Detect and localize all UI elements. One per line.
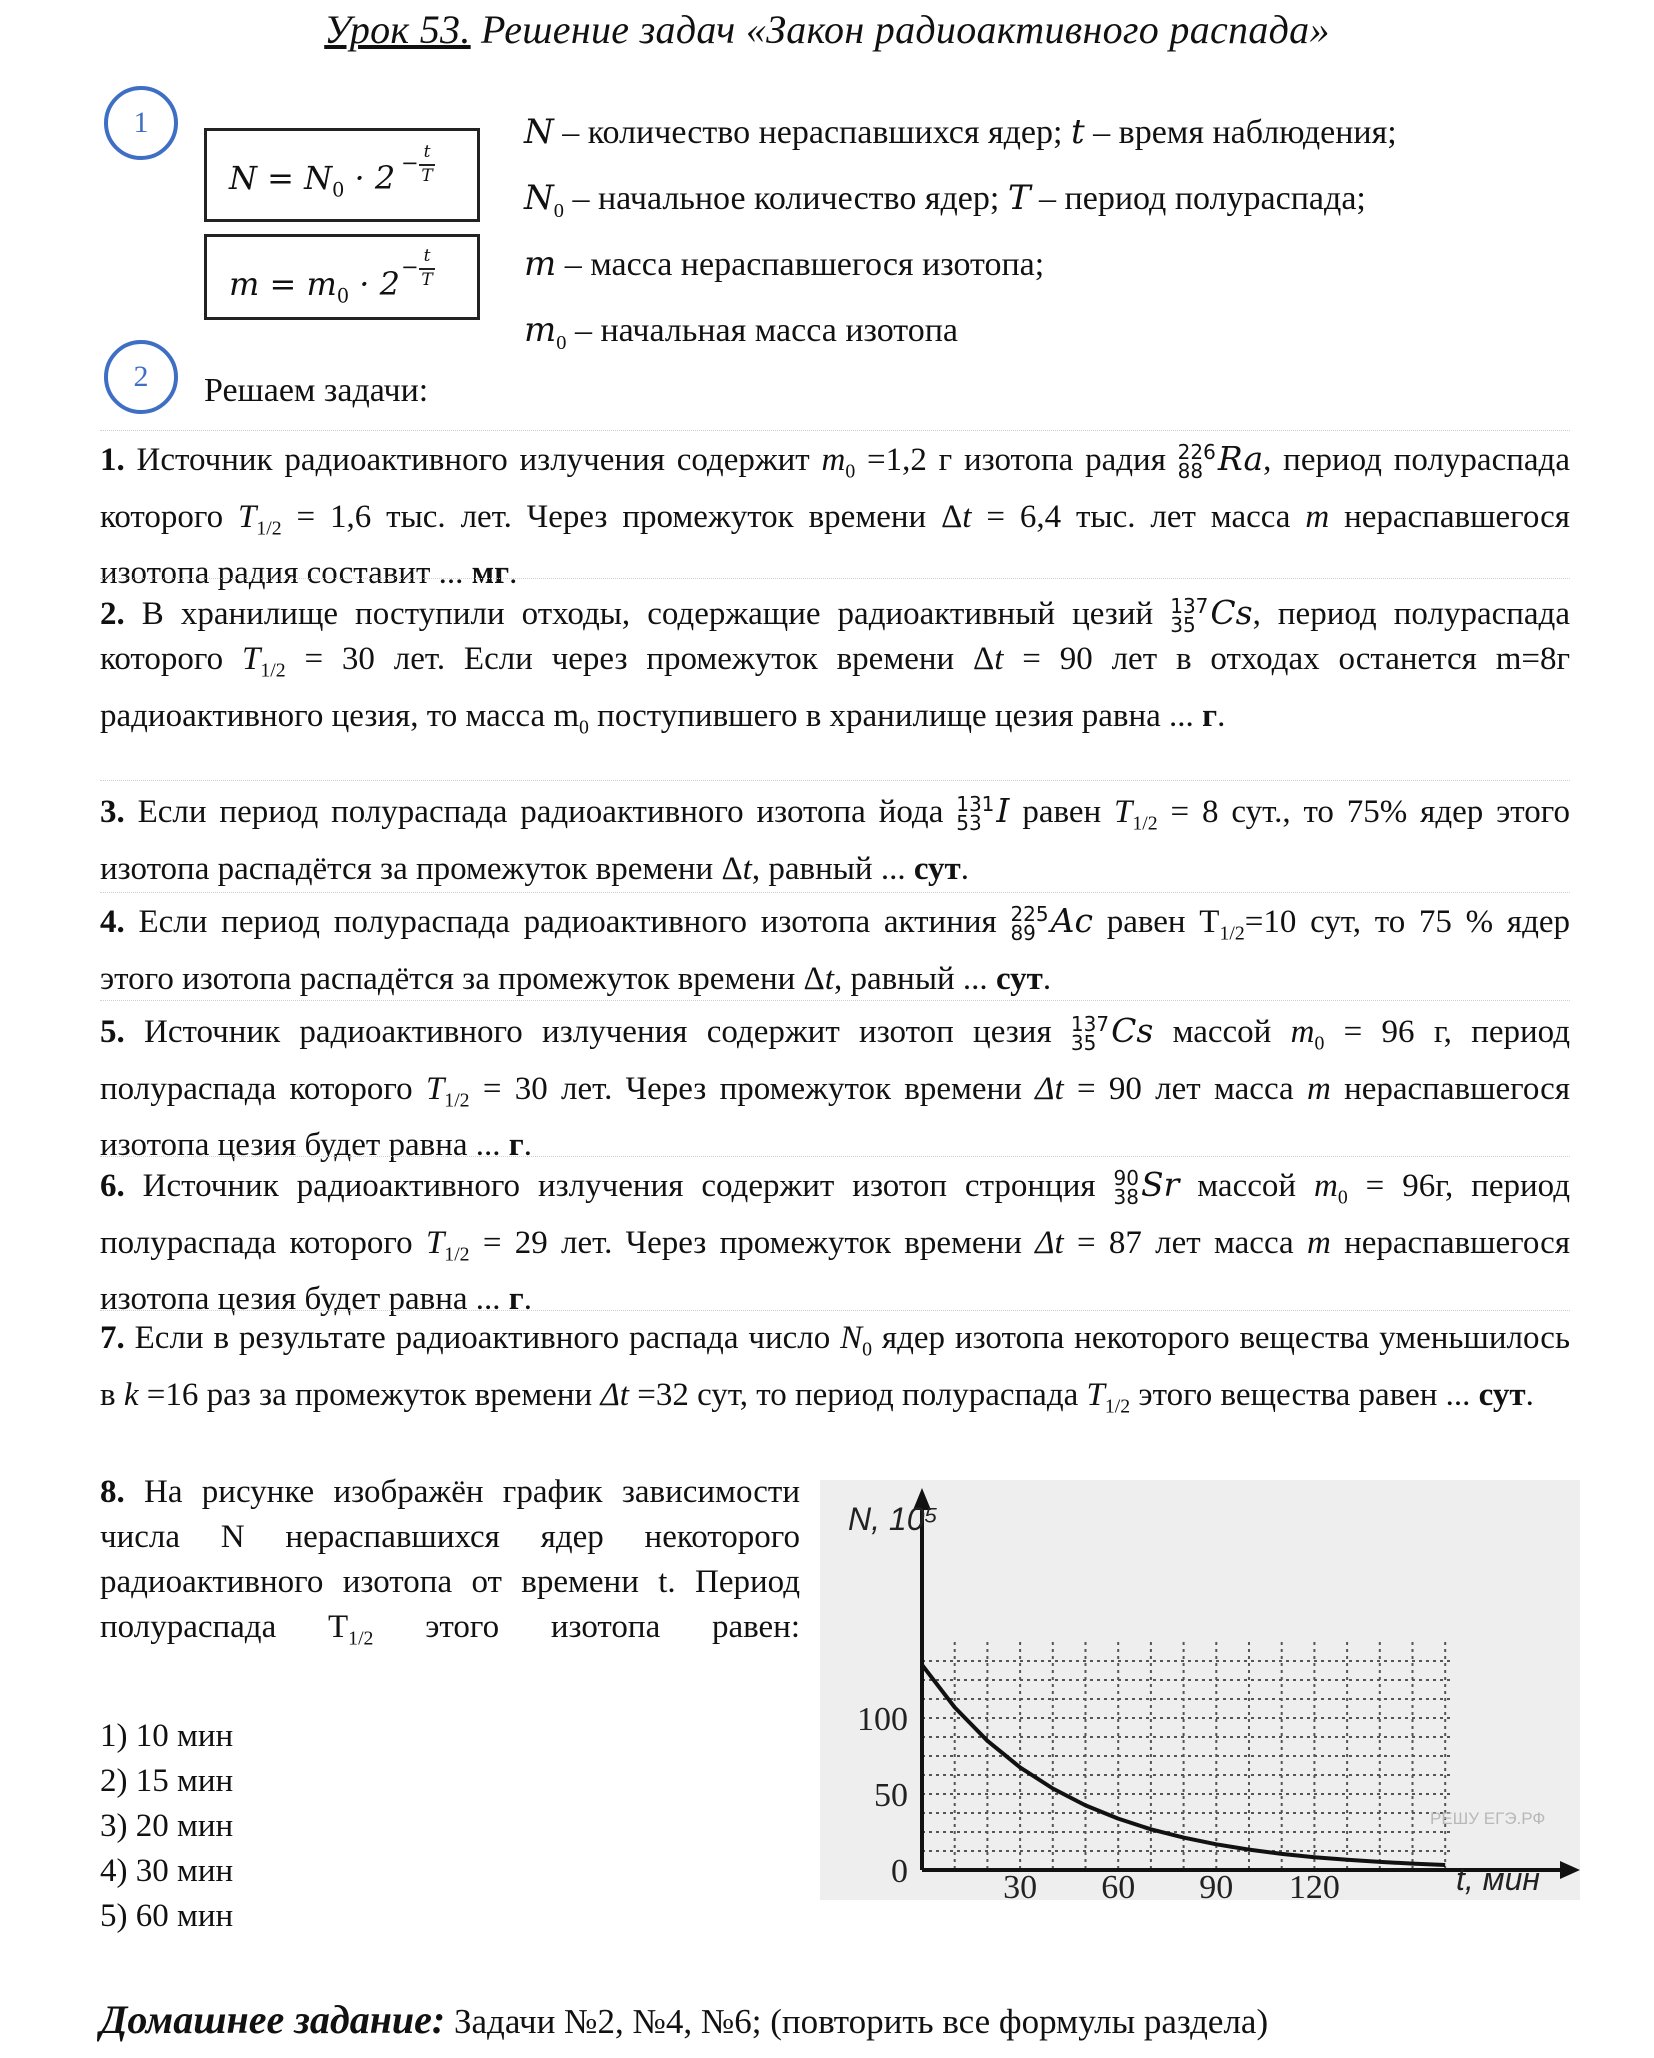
isotope-numbers [1113,1166,1139,1210]
isotope-numbers [1070,1012,1110,1056]
formula-text: m = m [229,265,337,303]
text: = 29 лет. Через промежуток времени [469,1224,1036,1261]
homework-text: Задачи №2, №4, №6; (повторить все формулы раздела) [445,2002,1269,2041]
formula-sub: 0 [332,178,345,202]
sub: 1/2 [444,1243,470,1266]
answer-options [100,1714,233,1939]
mass-number: 226 [1177,440,1216,465]
legend-text: – время наблюдения; [1084,114,1397,151]
sub: 1/2 [348,1627,374,1650]
isotope-symbol: Ra [1217,439,1264,478]
answer-unit: сут [913,850,961,887]
problem-number: 6. [100,1168,125,1204]
mass-number: 131 [956,792,995,817]
divider [100,578,1570,580]
homework-label: Домашнее задание: [100,1997,446,2042]
divider [100,430,1570,432]
symbol: m [1305,498,1330,535]
text: =10 сут, то 75 % ядер этого изотопа распадётся за промежуток времени Δ [100,904,1571,997]
legend-text: – начальная масса изотопа [566,312,959,349]
text: Источник радиоактивного излучения содержит изотоп стронция [124,1168,1114,1204]
sub: 0 [862,1338,873,1361]
divider [100,892,1570,894]
y-tick-label: 50 [874,1777,908,1814]
legend-line-2 [524,178,1366,223]
text: = 30 лет. Через промежуток времени [469,1070,1036,1107]
sub: 0 [1314,1032,1325,1055]
problem-number: 8. [100,1474,125,1510]
page-title [0,6,1654,53]
answer-unit: г [1202,697,1218,734]
symbol: t [994,641,1004,677]
text: Если период полураспада радиоактивного изотопа актиния [124,904,1011,940]
text: = 90 лет в отходах останется m=8г радиоактивного цезия, то масса m [100,641,1571,734]
problem-number: 5. [100,1014,125,1050]
sub: 0 [1337,1186,1348,1209]
text: = 1,6 тыс. лет. Через промежуток времени Δ [281,498,963,535]
symbol: m [1313,1168,1338,1204]
x-tick-label: 90 [1199,1869,1234,1900]
problem-number: 7. [100,1320,125,1356]
text: =32 сут, то период полураспада [628,1376,1087,1413]
symbol: T [425,1070,445,1107]
text: . [523,1281,533,1318]
answer-option: 3) 20 мин [100,1808,234,1844]
symbol: Δt [1035,1224,1064,1261]
symbol: T [425,1224,445,1261]
answer-option: 2) 15 мин [100,1763,234,1799]
divider [100,1000,1570,1002]
step-marker-2: 2 [104,340,178,414]
text: . [1217,697,1226,734]
symbol: N [524,178,554,218]
text: = 96г, период полураспада которого [100,1168,1570,1261]
x-tick-label: 120 [1288,1869,1340,1900]
text: . [960,850,969,887]
symbol: N [840,1320,863,1356]
symbol: t [742,850,752,887]
legend-text: – начальное количество ядер; [563,180,1008,217]
text: этого вещества равен ... [1130,1376,1479,1413]
step-marker-1: 1 [104,86,178,160]
mass-number: 137 [1170,594,1209,619]
y-axis-label: N, 10⁵ [848,1501,938,1537]
formula-base: · 2 [349,265,400,303]
sub: 1/2 [1132,812,1158,835]
minus-sign: − [401,255,419,279]
problem-number: 3. [100,794,125,830]
symbol: T [1007,178,1031,218]
symbol: Δt [600,1376,629,1413]
text: Источник радиоактивного излучения содержит [124,442,822,478]
symbol-sub: 0 [556,331,567,354]
text: = 90 лет масса [1063,1070,1307,1107]
text: , период полураспада которого [100,442,1570,535]
isotope-numbers [956,792,995,836]
symbol: Δt [1035,1070,1064,1107]
x-axis-label: t, мин [1456,1861,1541,1897]
text: = 8 сут., то 75% ядер этого изотопа распадётся за промежуток времени Δ [100,794,1571,887]
x-tick-label: 30 [1003,1869,1038,1900]
problem-2 [100,590,1570,750]
exponent-denominator: T [421,166,433,186]
text: , период полураспада которого [100,596,1570,677]
atomic-number: 89 [1010,921,1036,946]
text: . [1525,1376,1534,1413]
symbol: T [241,641,261,677]
problem-number: 4. [100,904,125,940]
text: =1,2 г изотопа радия [855,442,1178,478]
text: . [523,1127,533,1164]
formula-base: · 2 [344,159,396,197]
text: нераспавшегося изотопа цезия будет равна ... [100,1224,1570,1318]
x-tick-label: 60 [1101,1869,1136,1900]
symbol: T [1086,1376,1105,1413]
symbol: k [123,1376,139,1413]
mass-number: 225 [1010,902,1049,927]
mass-number: 90 [1113,1166,1139,1191]
exponent-denominator: T [421,270,433,290]
text: . [509,555,518,592]
sub: 1/2 [1219,922,1245,945]
answer-option: 5) 60 мин [100,1898,234,1934]
isotope-symbol: I [996,791,1010,830]
isotope-symbol: Cs [1210,593,1253,632]
text: Если период полураспада радиоактивного изотопа йода [124,794,957,830]
decay-chart [820,1480,1580,1900]
isotope-symbol: Ac [1050,901,1093,940]
symbol: N [524,112,554,152]
text: . [1042,960,1052,997]
formula-box-mass [204,234,480,320]
legend-text: – масса нераспавшегося изотопа; [556,246,1045,283]
symbol: T [1114,794,1133,830]
problem-1 [100,436,1570,596]
answer-unit: г [508,1281,524,1318]
formula-sub: 0 [336,284,350,308]
chart-background [820,1480,1580,1900]
symbol: m [1306,1224,1331,1261]
symbol: m [524,244,557,284]
problem-6 [100,1162,1570,1322]
text: поступившего в хранилище цезия равна ... [588,697,1203,734]
sub: 0 [845,460,856,483]
y-tick-label: 100 [857,1701,908,1738]
text: = 87 лет масса [1063,1224,1307,1261]
divider [100,780,1570,782]
formula-text: N = N [229,159,333,197]
answer-unit: сут [1478,1376,1526,1413]
exponent-numerator: t [423,142,431,162]
lesson-topic: Решение задач «Закон радиоактивного распада» [470,7,1330,52]
text: нераспавшегося изотопа цезия будет равна ... [100,1070,1570,1164]
answer-unit: мг [471,555,510,592]
symbol: m [524,310,557,350]
divider [100,1310,1570,1312]
text: , равный ... [833,960,996,997]
legend-text: – период полураспада; [1030,180,1366,217]
text: массой [1153,1014,1291,1050]
text: На рисунке изображён график зависимости числа N нераспавшихся ядер некоторого радиоактивного изотопа от времени t. Период полураспада T [100,1474,800,1645]
isotope-numbers [1170,594,1209,638]
problem-3 [100,788,1570,892]
symbol: m [1306,1070,1331,1107]
text: Источник радиоактивного излучения содержит изотоп цезия [124,1014,1071,1050]
sub: 1/2 [256,517,282,540]
divider [100,1156,1570,1158]
isotope-numbers [1010,902,1049,946]
symbol: T [238,498,257,535]
text: = 30 лет. Если через промежуток времени Δ [285,641,995,677]
watermark: РЕШУ ЕГЭ.РФ [1430,1809,1546,1828]
isotope-symbol: Sr [1140,1165,1180,1204]
text: = 6,4 тыс. лет масса [971,498,1306,535]
text: = 96 г, период полураспада которого [100,1014,1570,1107]
atomic-number: 35 [1070,1031,1097,1056]
answer-option: 1) 10 мин [100,1718,234,1754]
atomic-number: 38 [1113,1185,1139,1210]
atomic-number: 35 [1170,613,1196,638]
problem-4 [100,898,1570,1002]
homework [100,1996,1268,2043]
symbol: m [1290,1014,1315,1050]
minus-sign: − [401,151,419,175]
problem-number: 1. [100,442,125,478]
text: , равный ... [751,850,914,887]
symbol: t [962,498,972,535]
text: массой [1179,1168,1314,1204]
exponent-numerator: t [423,246,431,266]
problem-7 [100,1316,1570,1429]
legend-line-1 [524,112,1397,152]
symbol-sub: 0 [553,199,564,222]
lesson-number: Урок 53. [324,7,471,52]
legend-text: – количество нераспавшихся ядер; [553,114,1071,151]
atomic-number: 88 [1177,459,1204,484]
problem-5 [100,1008,1570,1168]
sub: 0 [579,716,589,739]
problem-number: 2. [100,596,125,632]
legend-line-4 [524,310,958,355]
legend-line-3 [524,244,1044,284]
text: равен [1009,794,1115,830]
answer-unit: сут [995,960,1043,997]
atomic-number: 53 [956,811,982,836]
text: равен T [1092,904,1220,940]
isotope-symbol: Cs [1111,1011,1154,1050]
text: нераспавшегося изотопа радия составит ... [100,498,1570,592]
answer-unit: г [508,1127,524,1164]
formula-box-nuclei [204,128,480,222]
sub: 1/2 [260,659,286,682]
isotope-numbers [1177,440,1216,484]
text: В хранилище поступили отходы, содержащие радиоактивный цезий [124,596,1171,632]
problem-8 [100,1470,800,1662]
text: Если в результате радиоактивного распада число [124,1320,841,1356]
text: этого изотопа равен: [373,1609,800,1645]
sub: 1/2 [1104,1395,1131,1418]
symbol: t [824,960,834,997]
mass-number: 137 [1070,1012,1110,1037]
solve-label: Решаем задачи: [204,372,429,409]
text: =16 раз за промежуток времени [138,1376,601,1413]
sub: 1/2 [444,1089,470,1112]
answer-option: 4) 30 мин [100,1853,234,1889]
text: ядер изотопа некоторого вещества уменьшилось в [100,1320,1570,1413]
y-tick-label: 0 [891,1853,908,1890]
symbol: t [1070,112,1085,152]
symbol: m [821,442,846,478]
